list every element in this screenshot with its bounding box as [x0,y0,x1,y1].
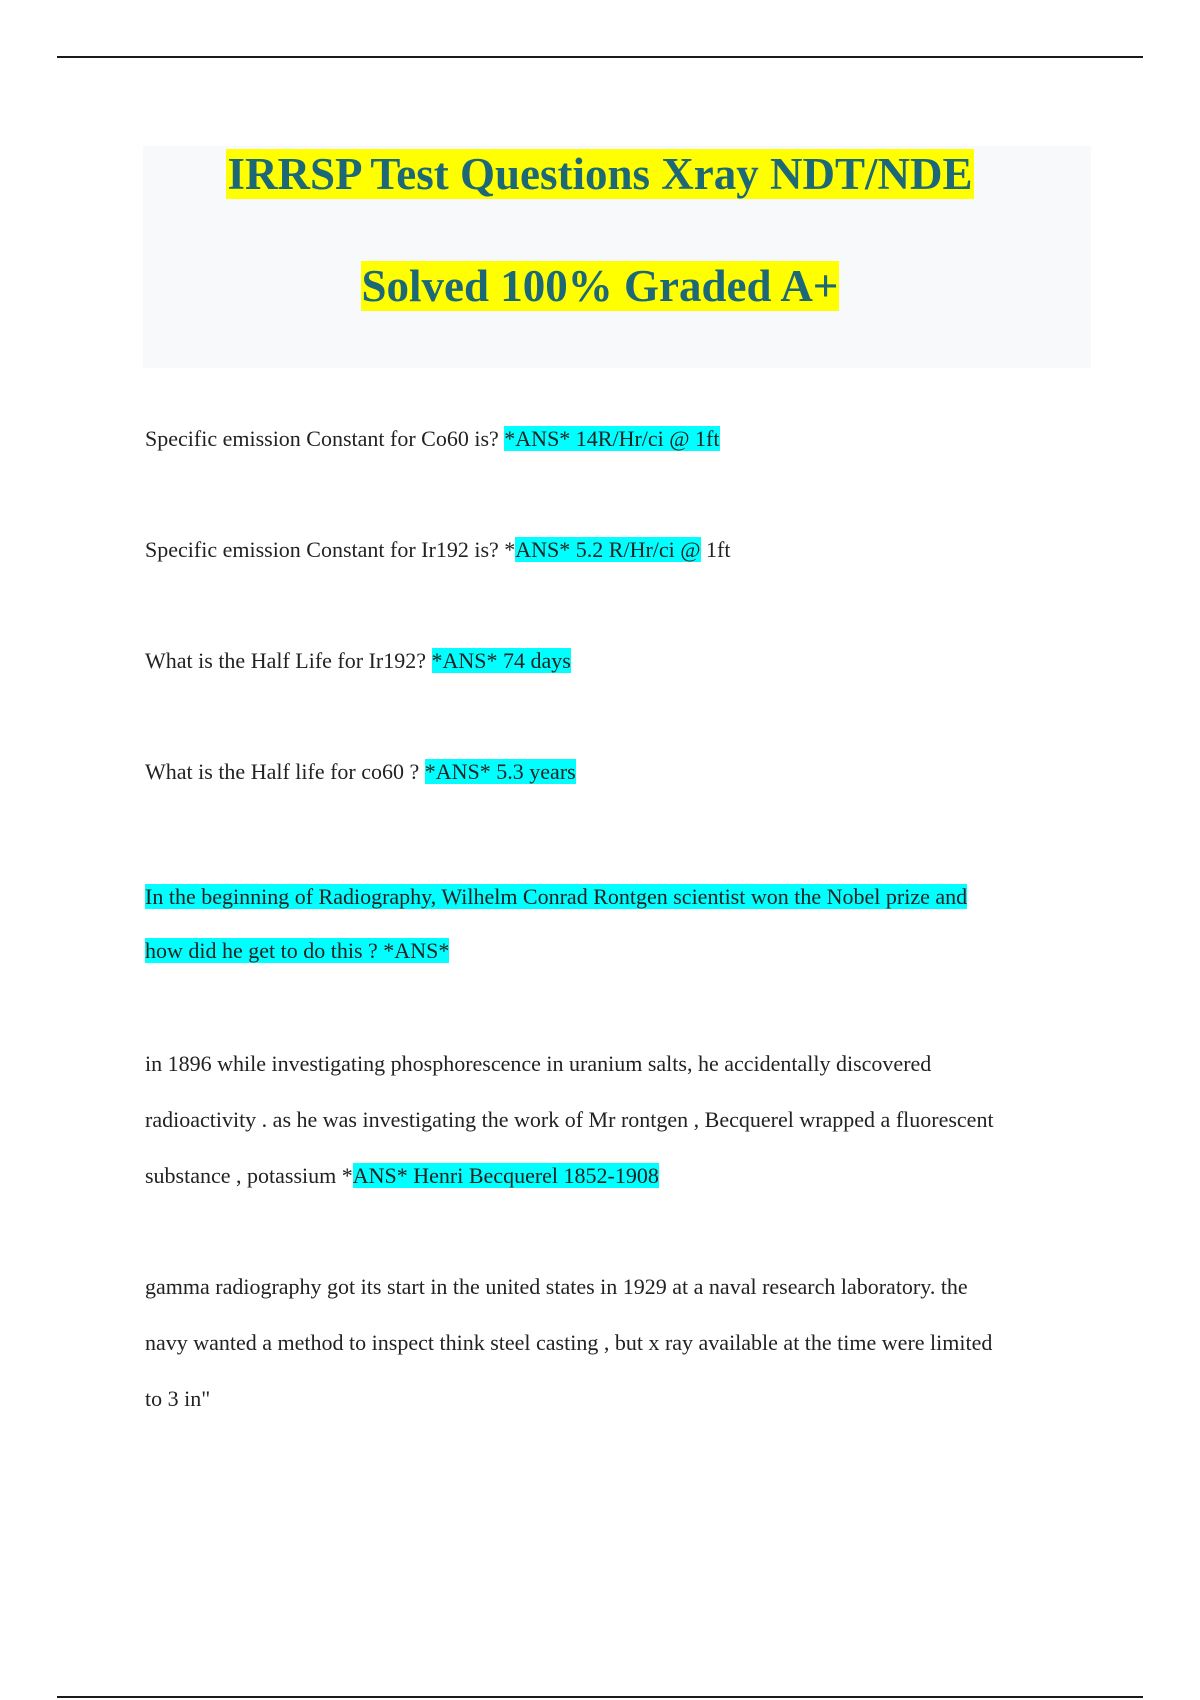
answer-highlight: ANS* Henri Becquerel 1852-1908 [352,1163,659,1188]
question-text: Specific emission Constant for Co60 is? [145,426,505,451]
question-4 [145,757,576,787]
question-5-line-1 [145,870,967,924]
paragraph-line-3 [145,1148,994,1204]
paragraph-becquerel [145,1036,994,1204]
paragraph-line-2: radioactivity . as he was investigating the work of Mr rontgen , Becquerel wrapped a fluorescent [145,1107,994,1132]
highlighted-question: In the beginning of Radiography, Wilhelm Conrad Rontgen scientist won the Nobel prize and [145,884,968,909]
paragraph-line-2: navy wanted a method to inspect think steel casting , but x ray available at the time were limited [145,1330,993,1355]
answer-highlight: ANS* 5.2 R/Hr/ci @ [515,537,701,562]
footer-rule [57,1696,1143,1698]
paragraph-line-1: gamma radiography got its start in the united states in 1929 at a naval research laboratory. the [145,1274,968,1299]
question-5-line-2 [145,924,967,978]
paragraph-text: substance , potassium * [145,1163,353,1188]
header-rule [57,56,1143,58]
highlighted-question: how did he get to do this ? *ANS* [145,938,450,963]
question-5 [145,870,967,978]
answer-highlight: *ANS* 5.3 years [424,759,576,784]
question-text: Specific emission Constant for Ir192 is? * [145,537,516,562]
question-3 [145,646,571,676]
document-title-line-1: IRRSP Test Questions Xray NDT/NDE [227,149,973,199]
answer-highlight: *ANS* 74 days [431,648,571,673]
document-title-line-2: Solved 100% Graded A+ [361,261,839,311]
paragraph-line-3: to 3 in" [145,1386,211,1411]
answer-highlight: *ANS* 14R/Hr/ci @ 1ft [504,426,720,451]
question-text: What is the Half life for co60 ? [145,759,425,784]
answer-tail: 1ft [700,537,731,562]
paragraph-gamma [145,1259,992,1427]
question-text: What is the Half Life for Ir192? [145,648,432,673]
question-1 [145,424,720,454]
question-2 [145,535,731,565]
paragraph-line-1: in 1896 while investigating phosphorescence in uranium salts, he accidentally discovered [145,1051,932,1076]
